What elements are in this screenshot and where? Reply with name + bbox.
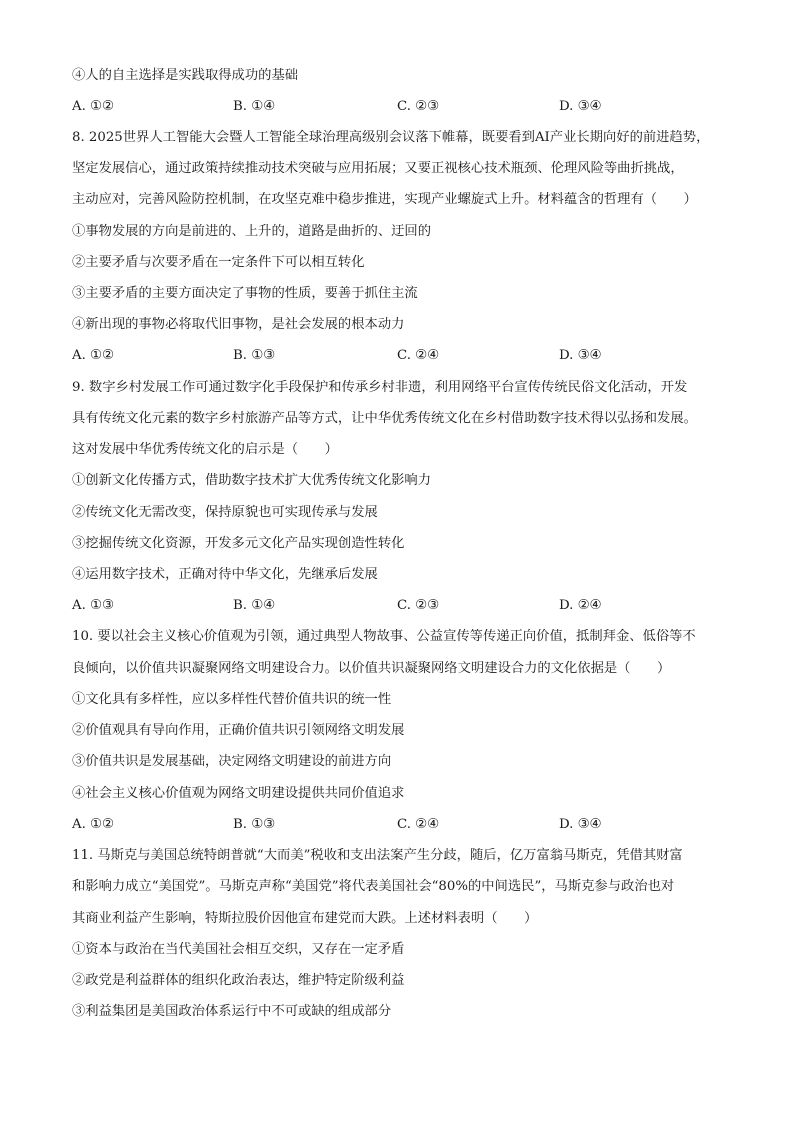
q10-item-2: ②价值观具有导向作用，正确价值共识引领网络文明发展 xyxy=(72,723,405,738)
q10-item-1: ①文化具有多样性，应以多样性代替价值共识的统一性 xyxy=(72,692,392,707)
q9-option-c: C. ②③ xyxy=(397,598,439,613)
q8-option-b: B. ①③ xyxy=(233,348,276,363)
q9-stem-line-1: 9. 数字乡村发展工作可通过数字化手段保护和传承乡村非遗，利用网络平台宣传传统民俗文化活动，开发 xyxy=(72,380,688,395)
q8-stem-line-1: 8. 2025世界人工智能大会暨人工智能全球治理高级别会议落下帷幕，既要看到AI产业长期向好的前进趋势， xyxy=(72,130,710,145)
q10-option-d: D. ③④ xyxy=(559,817,602,832)
q11-stem-line-3: 其商业利益产生影响，特斯拉股价因他宣布建党而大跌。上述材料表明（ ） xyxy=(72,911,538,926)
q7-item-4: ④人的自主选择是实践取得成功的基础 xyxy=(72,68,299,83)
q8-item-3: ③主要矛盾的主要方面决定了事物的性质，要善于抓住主流 xyxy=(72,286,418,301)
q9-item-1: ①创新文化传播方式，借助数字技术扩大优秀传统文化影响力 xyxy=(72,473,432,488)
q11-stem-line-2: 和影响力成立“美国党”。马斯克声称“美国党”将代表美国社会“80%的中间选民”，马斯克参与政治也对 xyxy=(72,879,675,894)
q10-item-3: ③价值共识是发展基础，决定网络文明建设的前进方向 xyxy=(72,754,392,769)
q11-item-1: ①资本与政治在当代美国社会相互交织，又存在一定矛盾 xyxy=(72,942,405,957)
q10-options xyxy=(72,815,734,835)
q10-item-4: ④社会主义核心价值观为网络文明建设提供共同价值追求 xyxy=(72,786,405,801)
q7-option-d: D. ③④ xyxy=(559,99,602,114)
q7-option-a: A. ①② xyxy=(72,99,114,114)
q9-stem-line-3: 这对发展中华优秀传统文化的启示是（ ） xyxy=(72,442,338,457)
q8-option-c: C. ②④ xyxy=(397,348,439,363)
q11-item-2: ②政党是利益群体的组织化政治表达，维护特定阶级利益 xyxy=(72,973,405,988)
q8-item-1: ①事物发展的方向是前进的、上升的，道路是曲折的、迂回的 xyxy=(72,224,432,239)
q10-stem-line-1: 10. 要以社会主义核心价值观为引领，通过典型人物故事、公益宣传等传递正向价值，抵制拜金、低俗等不 xyxy=(72,629,696,644)
q9-option-d: D. ②④ xyxy=(559,598,602,613)
q8-options xyxy=(72,346,734,366)
q8-option-d: D. ③④ xyxy=(559,348,602,363)
q8-stem-line-3: 主动应对，完善风险防控机制，在攻坚克难中稳步推进，实现产业螺旋式上升。材料蕴含的哲理有（ ） xyxy=(72,192,697,207)
q11-item-3: ③利益集团是美国政治体系运行中不可或缺的组成部分 xyxy=(72,1004,392,1019)
q8-stem-line-2: 坚定发展信心，通过政策持续推动技术突破与应用拓展；又要正视核心技术瓶颈、伦理风险等曲折挑战， xyxy=(72,161,684,176)
q9-item-3: ③挖掘传统文化资源，开发多元文化产品实现创造性转化 xyxy=(72,536,405,551)
q8-item-4: ④新出现的事物必将取代旧事物，是社会发展的根本动力 xyxy=(72,317,405,332)
q7-option-b: B. ①④ xyxy=(233,99,276,114)
q9-options xyxy=(72,596,734,616)
q9-option-b: B. ①④ xyxy=(233,598,276,613)
q10-option-a: A. ①② xyxy=(72,817,114,832)
q9-item-4: ④运用数字技术，正确对待中华文化，先继承后发展 xyxy=(72,567,378,582)
q11-stem-line-1: 11. 马斯克与美国总统特朗普就“大而美”税收和支出法案产生分歧，随后，亿万富翁马斯克，凭借其财富 xyxy=(72,848,683,863)
q7-option-c: C. ②③ xyxy=(397,99,439,114)
q9-stem-line-2: 具有传统文化元素的数字乡村旅游产品等方式，让中华优秀传统文化在乡村借助数字技术得以弘扬和发展。 xyxy=(72,411,697,426)
q8-option-a: A. ①② xyxy=(72,348,114,363)
q9-option-a: A. ①③ xyxy=(72,598,114,613)
q10-option-b: B. ①③ xyxy=(233,817,276,832)
q10-option-c: C. ②④ xyxy=(397,817,439,832)
q7-options xyxy=(72,97,734,117)
q10-stem-line-2: 良倾向，以价值共识凝聚网络文明建设合力。以价值共识凝聚网络文明建设合力的文化依据是（ ） xyxy=(72,661,671,676)
q9-item-2: ②传统文化无需改变，保持原貌也可实现传承与发展 xyxy=(72,505,378,520)
q8-item-2: ②主要矛盾与次要矛盾在一定条件下可以相互转化 xyxy=(72,255,365,270)
